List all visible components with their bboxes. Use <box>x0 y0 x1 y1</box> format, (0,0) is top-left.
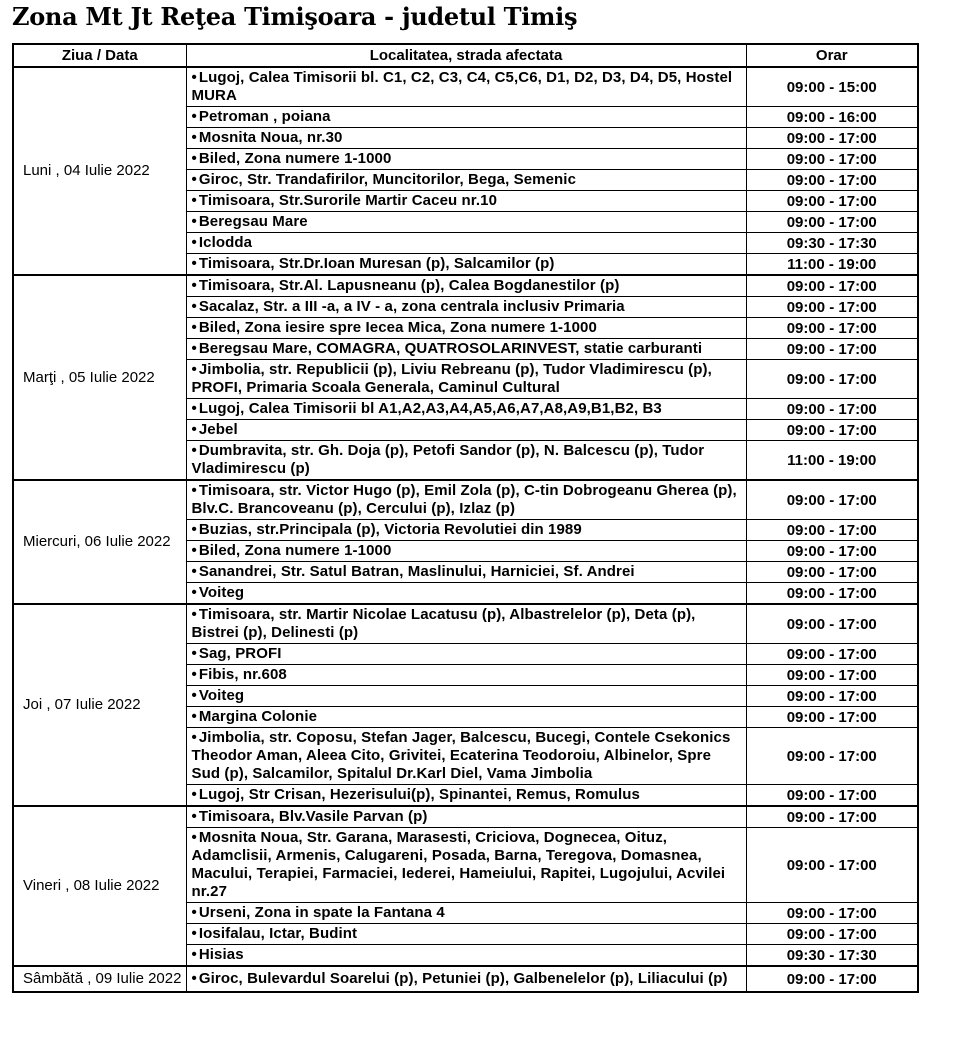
day-cell: Luni , 04 Iulie 2022 <box>13 67 186 275</box>
day-block-thursday <box>13 604 918 806</box>
table-row <box>13 966 918 992</box>
time-cell: 11:00 - 19:00 <box>746 254 918 276</box>
time-cell: 09:00 - 15:00 <box>746 67 918 107</box>
time-cell: 09:00 - 17:00 <box>746 644 918 665</box>
location-cell: • Timisoara, str. Martir Nicolae Lacatusu (p), Albastrelelor (p), Deta (p), Bistrei (p), Delinesti (p) <box>186 604 746 644</box>
location-cell: • Timisoara, str. Victor Hugo (p), Emil Zola (p), C-tin Dobrogeanu Gherea (p), Blv.C. Brancoveanu (p), Cercului (p), Izlaz (p) <box>186 480 746 520</box>
location-cell: • Sacalaz, Str. a III -a, a IV - a, zona centrala inclusiv Primaria <box>186 297 746 318</box>
header-schedule: Orar <box>746 44 918 67</box>
location-cell: • Mosnita Noua, nr.30 <box>186 128 746 149</box>
day-cell: Sâmbătă , 09 Iulie 2022 <box>13 966 186 992</box>
time-cell: 09:00 - 17:00 <box>746 520 918 541</box>
location-cell: • Iclodda <box>186 233 746 254</box>
location-cell: • Jebel <box>186 420 746 441</box>
location-cell: • Hisias <box>186 945 746 967</box>
location-cell: • Lugoj, Calea Timisorii bl A1,A2,A3,A4,A5,A6,A7,A8,A9,B1,B2, B3 <box>186 399 746 420</box>
time-cell: 09:00 - 17:00 <box>746 318 918 339</box>
location-cell: • Beregsau Mare, COMAGRA, QUATROSOLARINVEST, statie carburanti <box>186 339 746 360</box>
day-cell: Marţi , 05 Iulie 2022 <box>13 275 186 480</box>
location-cell: • Lugoj, Str Crisan, Hezerisului(p), Spinantei, Remus, Romulus <box>186 785 746 807</box>
time-cell: 09:00 - 17:00 <box>746 924 918 945</box>
time-cell: 09:00 - 17:00 <box>746 686 918 707</box>
location-cell: • Jimbolia, str. Republicii (p), Liviu Rebreanu (p), Tudor Vladimirescu (p), PROFI, Primaria Scoala Generala, Caminul Cultural <box>186 360 746 399</box>
time-cell: 09:00 - 16:00 <box>746 107 918 128</box>
day-block-monday <box>13 67 918 275</box>
time-cell: 09:00 - 17:00 <box>746 339 918 360</box>
header-day: Ziua / Data <box>13 44 186 67</box>
time-cell: 09:00 - 17:00 <box>746 275 918 297</box>
time-cell: 09:00 - 17:00 <box>746 562 918 583</box>
table-row <box>13 275 918 297</box>
day-block-tuesday <box>13 275 918 480</box>
time-cell: 09:00 - 17:00 <box>746 360 918 399</box>
location-cell: • Petroman , poiana <box>186 107 746 128</box>
time-cell: 09:30 - 17:30 <box>746 945 918 967</box>
day-cell: Joi , 07 Iulie 2022 <box>13 604 186 806</box>
time-cell: 09:00 - 17:00 <box>746 541 918 562</box>
location-cell: • Giroc, Bulevardul Soarelui (p), Petuniei (p), Galbenelelor (p), Liliacului (p) <box>186 966 746 992</box>
table-row <box>13 67 918 107</box>
time-cell: 09:00 - 17:00 <box>746 604 918 644</box>
location-cell: • Timisoara, Blv.Vasile Parvan (p) <box>186 806 746 828</box>
table-row <box>13 480 918 520</box>
time-cell: 09:00 - 17:00 <box>746 420 918 441</box>
location-cell: • Biled, Zona numere 1-1000 <box>186 149 746 170</box>
location-cell: • Margina Colonie <box>186 707 746 728</box>
location-cell: • Voiteg <box>186 583 746 605</box>
location-cell: • Timisoara, Str.Surorile Martir Caceu nr.10 <box>186 191 746 212</box>
page-title: Zona Mt Jt Reţea Timişoara - judetul Timiş <box>12 2 578 31</box>
time-cell: 09:00 - 17:00 <box>746 149 918 170</box>
time-cell: 09:00 - 17:00 <box>746 966 918 992</box>
location-cell: • Timisoara, Str.Al. Lapusneanu (p), Calea Bogdanestilor (p) <box>186 275 746 297</box>
day-block-saturday <box>13 966 918 992</box>
header-location: Localitatea, strada afectata <box>186 44 746 67</box>
table-row <box>13 604 918 644</box>
location-cell: • Iosifalau, Ictar, Budint <box>186 924 746 945</box>
location-cell: • Mosnita Noua, Str. Garana, Marasesti, Criciova, Dognecea, Oituz, Adamclisii, Armenis, Calugareni, Posada, Barna, Teregova, Domasnea, Macului, Terapiei, Farmaciei, Iederei, Hameiului, Rapitei, Lugojului, Acvilei nr.27 <box>186 828 746 903</box>
time-cell: 09:00 - 17:00 <box>746 297 918 318</box>
time-cell: 09:00 - 17:00 <box>746 212 918 233</box>
location-cell: • Lugoj, Calea Timisorii bl. C1, C2, C3, C4, C5,C6, D1, D2, D3, D4, D5, Hostel MURA <box>186 67 746 107</box>
time-cell: 09:00 - 17:00 <box>746 583 918 605</box>
day-block-wednesday <box>13 480 918 604</box>
table-row <box>13 806 918 828</box>
time-cell: 09:00 - 17:00 <box>746 828 918 903</box>
location-cell: • Beregsau Mare <box>186 212 746 233</box>
location-cell: • Voiteg <box>186 686 746 707</box>
time-cell: 09:00 - 17:00 <box>746 170 918 191</box>
location-cell: • Urseni, Zona in spate la Fantana 4 <box>186 903 746 924</box>
location-cell: • Buzias, str.Principala (p), Victoria Revolutiei din 1989 <box>186 520 746 541</box>
day-cell: Vineri , 08 Iulie 2022 <box>13 806 186 966</box>
location-cell: • Dumbravita, str. Gh. Doja (p), Petofi Sandor (p), N. Balcescu (p), Tudor Vladimirescu (p) <box>186 441 746 481</box>
location-cell: • Sanandrei, Str. Satul Batran, Maslinului, Harniciei, Sf. Andrei <box>186 562 746 583</box>
time-cell: 09:00 - 17:00 <box>746 806 918 828</box>
day-cell: Miercuri, 06 Iulie 2022 <box>13 480 186 604</box>
header-row <box>13 44 918 67</box>
location-cell: • Fibis, nr.608 <box>186 665 746 686</box>
location-cell: • Timisoara, Str.Dr.Ioan Muresan (p), Salcamilor (p) <box>186 254 746 276</box>
time-cell: 09:00 - 17:00 <box>746 665 918 686</box>
time-cell: 09:00 - 17:00 <box>746 191 918 212</box>
schedule-table <box>12 43 919 993</box>
location-cell: • Biled, Zona numere 1-1000 <box>186 541 746 562</box>
location-cell: • Sag, PROFI <box>186 644 746 665</box>
location-cell: • Biled, Zona iesire spre Iecea Mica, Zona numere 1-1000 <box>186 318 746 339</box>
day-block-friday <box>13 806 918 966</box>
time-cell: 09:00 - 17:00 <box>746 707 918 728</box>
location-cell: • Jimbolia, str. Coposu, Stefan Jager, Balcescu, Bucegi, Contele Csekonics Theodor Aman, Aleea Cito, Grivitei, Ecaterina Teodoroiu, Albinelor, Spre Sud (p), Salcamilor, Spitalul Dr.Karl Diel, Vama Jimbolia <box>186 728 746 785</box>
time-cell: 09:00 - 17:00 <box>746 128 918 149</box>
time-cell: 09:00 - 17:00 <box>746 728 918 785</box>
table-header <box>13 44 918 67</box>
location-cell: • Giroc, Str. Trandafirilor, Muncitorilor, Bega, Semenic <box>186 170 746 191</box>
time-cell: 09:00 - 17:00 <box>746 480 918 520</box>
time-cell: 09:00 - 17:00 <box>746 785 918 807</box>
time-cell: 09:00 - 17:00 <box>746 399 918 420</box>
time-cell: 09:30 - 17:30 <box>746 233 918 254</box>
time-cell: 11:00 - 19:00 <box>746 441 918 481</box>
time-cell: 09:00 - 17:00 <box>746 903 918 924</box>
